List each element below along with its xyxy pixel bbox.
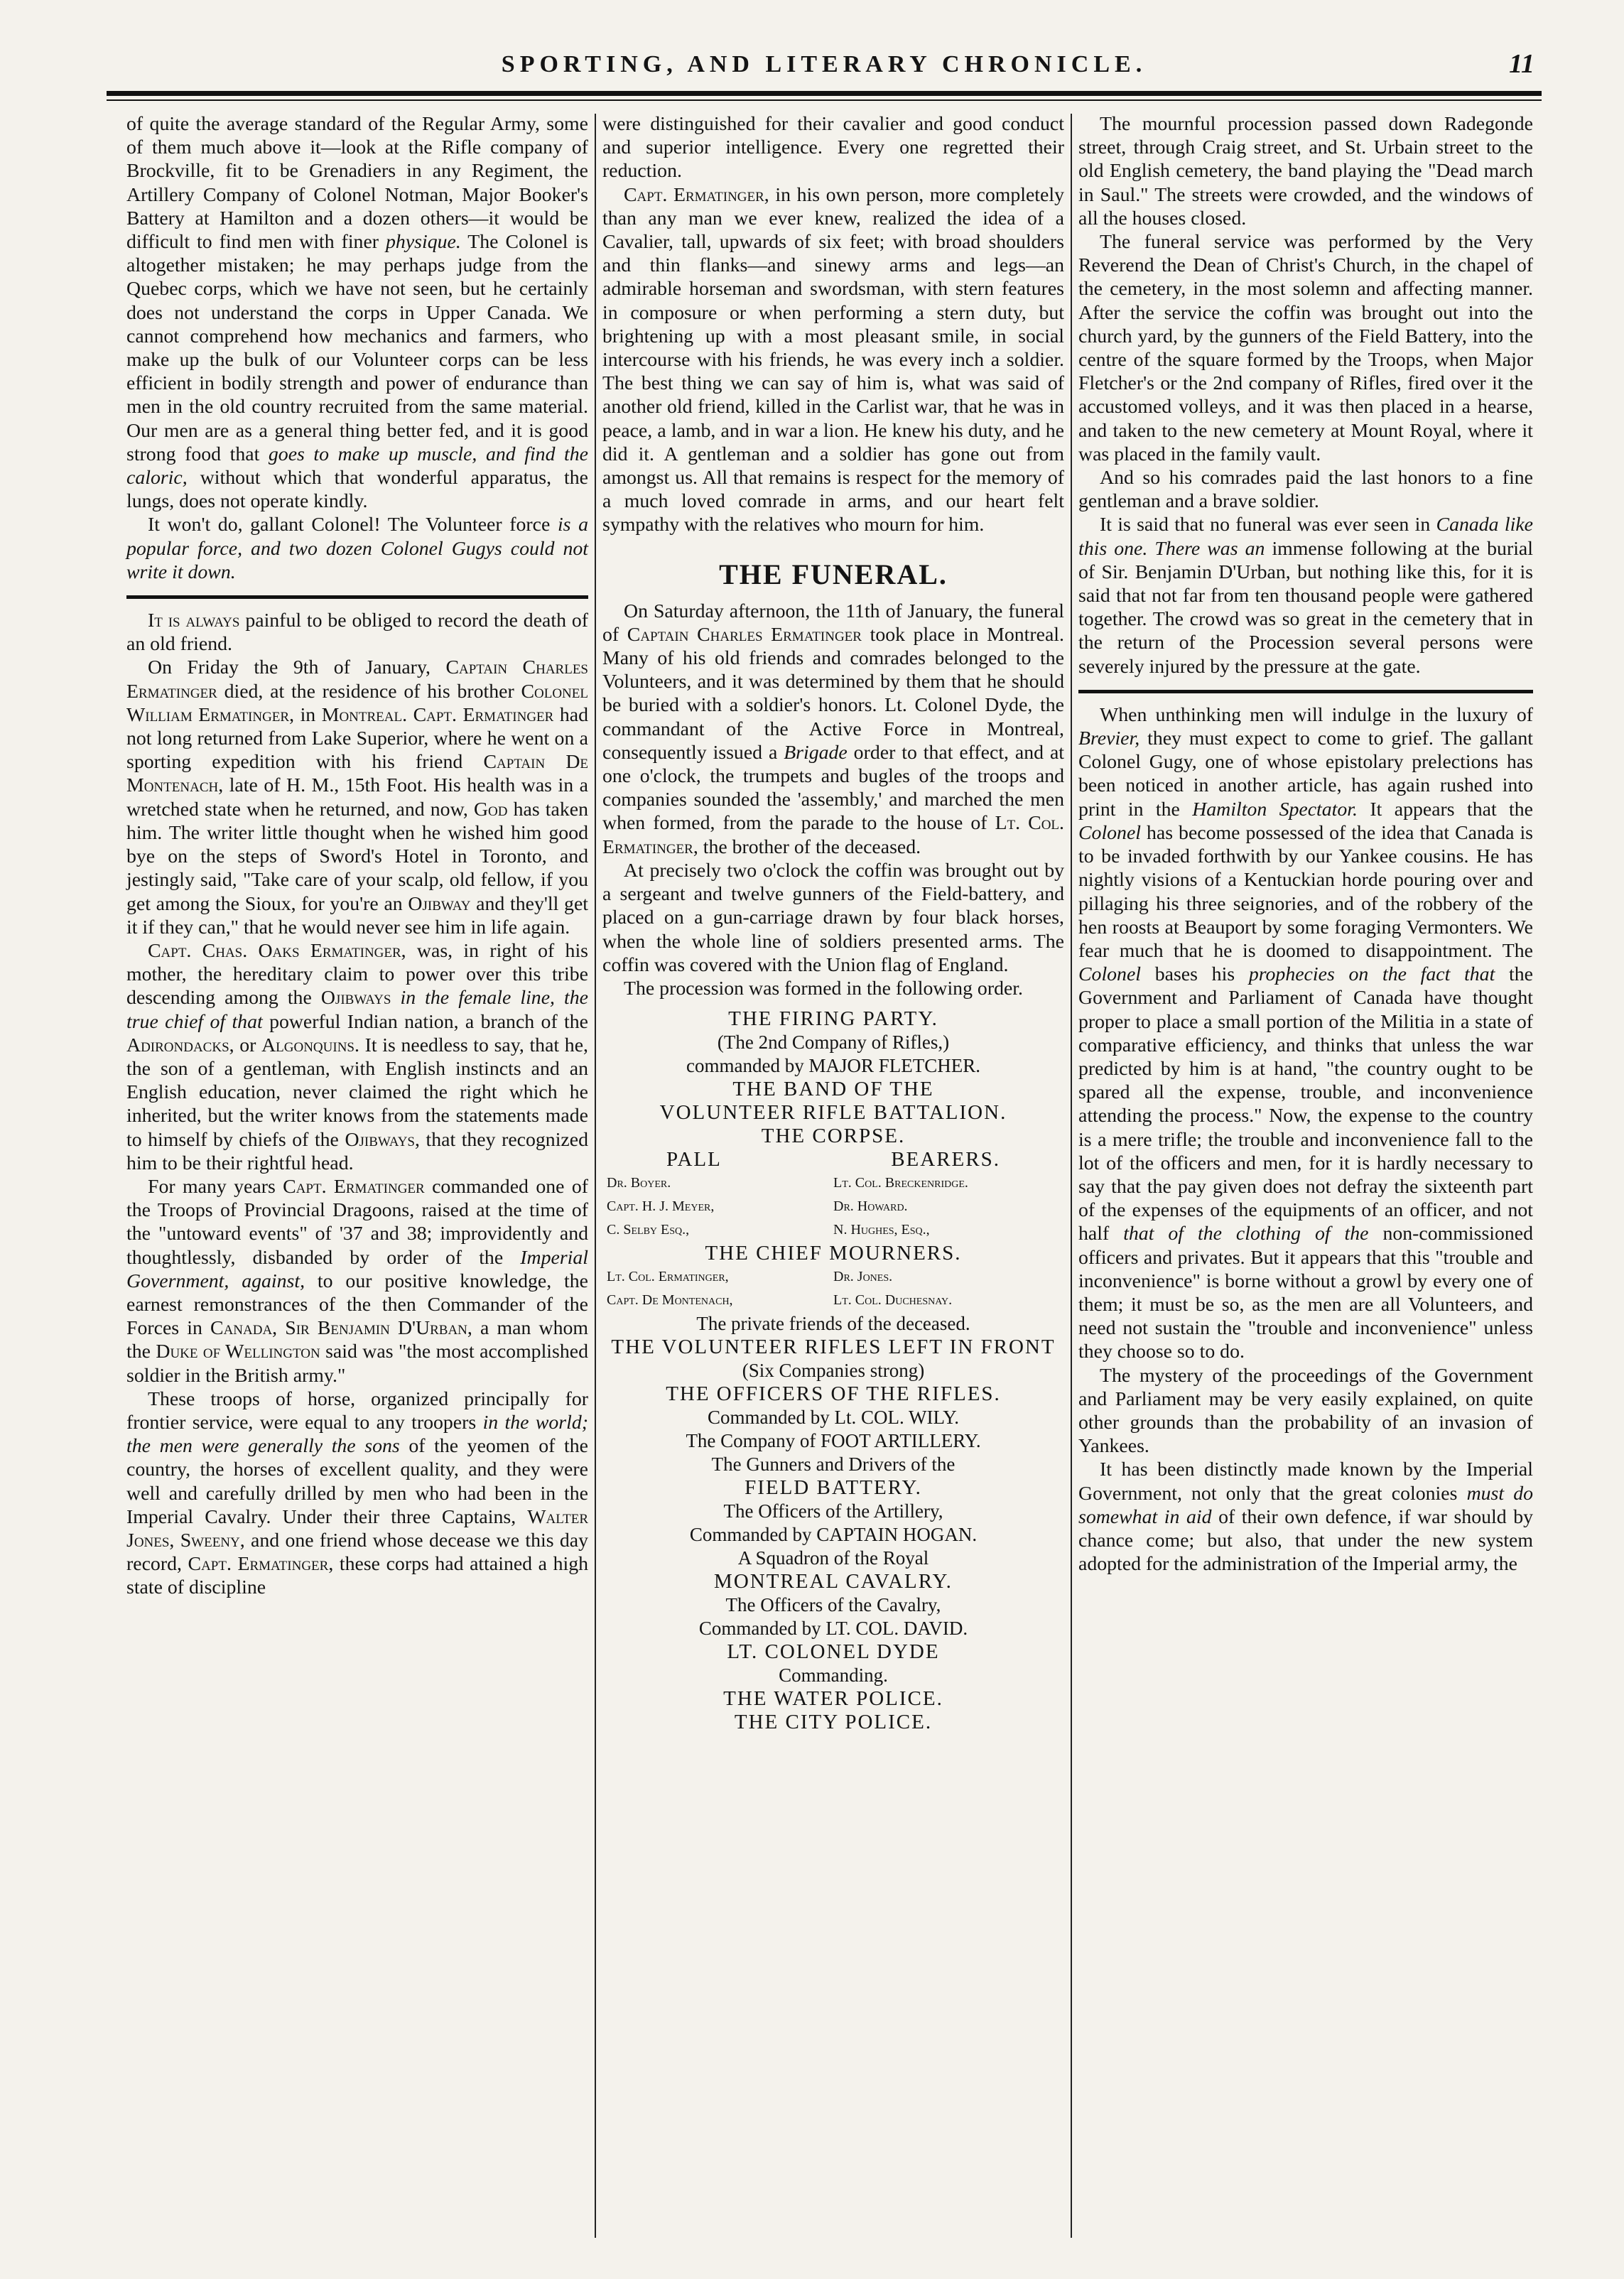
bearers-label: BEARERS.	[891, 1148, 1000, 1171]
article-separator	[126, 595, 588, 599]
text-run: a man whom the	[126, 1317, 588, 1363]
paragraph-provincial-dragoons	[126, 1175, 588, 1387]
italic-run: Colonel	[1078, 821, 1142, 844]
order-line: The private friends of the deceased.	[696, 1313, 970, 1335]
text-run: and they'll get it if they can," that he would never see him in life again.	[126, 892, 589, 938]
smallcaps-run: God	[473, 798, 508, 821]
column-middle	[602, 112, 1064, 1734]
order-line: FIELD BATTERY.	[745, 1476, 922, 1500]
italic-run: Canada like this one. There was an	[1078, 514, 1533, 560]
text-run: These troops of horse, organized principally for frontier service, were equal to any troopers	[126, 1387, 588, 1434]
text-run: The mournful procession passed down Radegonde street, through Craig street, and St. Urbain street to the old English cemetery, the band playing the "Dead march in Saul." The streets were crowded, and the windows of all the houses closed.	[1078, 113, 1533, 229]
paragraph-procession-route	[1078, 112, 1533, 230]
order-line: THE VOLUNTEER RIFLES LEFT IN FRONT	[611, 1336, 1056, 1359]
smallcaps-run: Ojibways	[320, 987, 391, 1009]
text-run: of their own defence, if war should by chance come; but also, that under the new system adopted for the administration of the Imperial army, the	[1078, 1505, 1533, 1576]
paragraph-obituary-intro	[126, 609, 588, 656]
column-left	[126, 112, 588, 1600]
paragraph-reduction	[602, 112, 1064, 183]
paragraph-coffin	[602, 859, 1064, 977]
smallcaps-run: Captain Charles Ermatinger	[627, 623, 862, 646]
order-line: Commanded by LT. COL. DAVID.	[698, 1618, 968, 1640]
pall-bearers-heading	[602, 1148, 1064, 1171]
page-number: 11	[1509, 49, 1534, 79]
paragraph-procession-order	[602, 977, 1064, 1000]
order-line: MONTREAL CAVALRY.	[714, 1570, 953, 1593]
italic-run: prophecies on the fact that	[1248, 963, 1495, 986]
order-line: Commanding.	[779, 1664, 888, 1687]
smallcaps-run: Lt. Col. Ermatinger,	[602, 812, 1064, 858]
order-line: The Officers of the Cavalry,	[725, 1594, 941, 1616]
text-run: was, in right of his mother, the hereditary claim to power over this tribe descending among the	[126, 939, 588, 1009]
paragraph-colonel-gugy	[1078, 703, 1533, 1364]
italic-run: Brigade	[784, 741, 848, 764]
column-right	[1078, 112, 1533, 1576]
text-run: On Friday the 9th of January,	[148, 656, 431, 679]
order-line: THE WATER POLICE.	[723, 1687, 943, 1711]
article-separator	[1078, 690, 1533, 693]
text-run: without which that wonderful apparatus, the lungs, does not operate kindly.	[126, 467, 589, 513]
smallcaps-run: Montreal. Capt. Ermatinger	[321, 703, 554, 726]
text-run: the brother of the deceased.	[703, 835, 921, 858]
text-run: At precisely two o'clock the coffin was brought out by a sergeant and twelve gunners of the Field-battery, and placed on a gun-carriage drawn by four black horses, when the whole line of soldiers presented arms. The coffin was covered with the Union flag of England.	[602, 859, 1064, 976]
pall-bearer: Lt. Col. Breckenridge.	[833, 1175, 968, 1191]
text-run: the Government and Parliament of Canada have thought proper to place a small portion of the Militia in a state of comparative efficiency, and thinks that unless the war predicted by him is at hand, "the country ought to be spared all the expense, trouble, and inconvenience attending the process." Now, the expense to the country is a mere trifle; the trouble and inconvenience fall to the lot of the officers and men, for it is hardly necessary to say that the pay given does not defray the sixteenth part of the expenses of the equipments of an officer, and not half	[1078, 963, 1533, 1245]
paragraph-imperial-government	[1078, 1458, 1533, 1576]
order-line: Commanded by CAPTAIN HOGAN.	[689, 1524, 978, 1546]
mourner: Capt. De Montenach,	[607, 1292, 733, 1309]
pall-bearer: C. Selby Esq.,	[607, 1222, 690, 1238]
text-run: It won't do, gallant Colonel! The Volunteer force	[148, 514, 551, 536]
smallcaps-run: Colonel William Ermatinger,	[126, 680, 588, 726]
italic-run: Imperial Government, against,	[126, 1246, 588, 1292]
order-line: The Officers of the Artillery,	[723, 1500, 943, 1522]
order-line: The Gunners and Drivers of the	[711, 1454, 956, 1476]
order-line: THE BAND OF THE	[732, 1078, 934, 1101]
smallcaps-run: Canada, Sir Benjamin D'Urban,	[210, 1317, 472, 1340]
text-run: bases his	[1154, 963, 1235, 986]
italic-run: physique.	[386, 231, 461, 254]
text-run: When unthinking men will indulge in the luxury of	[1100, 703, 1533, 726]
text-run: late of H. M., 15th Foot. His health was in a wretched state when he returned, and now,	[126, 774, 588, 821]
order-line: (Six Companies strong)	[742, 1360, 925, 1382]
order-line: (The 2nd Company of Rifles,)	[717, 1032, 950, 1054]
smallcaps-run: Walter Jones, Sweeny,	[126, 1505, 589, 1552]
smallcaps-run: Ojibways,	[345, 1128, 420, 1151]
pall-bearers-list	[602, 1171, 1064, 1242]
text-run: that they recognized him to be their rightful head.	[126, 1128, 588, 1174]
text-run: And so his comrades paid the last honors to a fine gentleman and a brave soldier.	[1078, 467, 1533, 513]
text-run: On Saturday afternoon, the 11th of January, the funeral of	[602, 600, 1064, 646]
italic-run: Hamilton Spectator.	[1192, 798, 1358, 821]
text-run: of the yeomen of the country, the horses of excellent quality, and they were well and carefully drilled by men who had been in the Imperial Cavalry. Under their three Captains,	[126, 1435, 588, 1528]
paragraph-crowd	[1078, 513, 1533, 678]
smallcaps-run: Algonquins.	[261, 1034, 359, 1056]
order-line: Commanded by Lt. COL. WILY.	[707, 1407, 960, 1429]
text-run: died, at the residence of his brother	[224, 680, 514, 703]
pall-bearer: Capt. H. J. Meyer,	[607, 1198, 715, 1215]
mourner: Dr. Jones.	[833, 1269, 893, 1285]
text-run: of quite the average standard of the Regular Army, some of them much above it—look at the Rifle company of Brockville, fit to be Grenadiers in any Regiment, the Artillery Company of Colonel Notman, Major Booker's Battery at Hamilton and a dozen others—it would be difficult to find men with finer	[126, 113, 588, 254]
text-run: commanded one of the Troops of Provincial Dragoons, raised at the time of the "untoward events" of '37 and 38; improvidently and thoughtlessly, disbanded by order of the	[126, 1175, 588, 1269]
section-heading-funeral: THE FUNERAL.	[719, 558, 948, 590]
text-run: or	[239, 1034, 256, 1056]
paragraph-hereditary-chief	[126, 939, 588, 1175]
smallcaps-run: Capt. Ermatinger,	[624, 183, 769, 206]
order-line: THE FIRING PARTY.	[728, 1007, 938, 1031]
paragraph-funeral-service	[1078, 230, 1533, 466]
pall-bearer: N. Hughes, Esq.,	[833, 1222, 930, 1238]
text-run: For many years	[148, 1175, 276, 1198]
paragraph-gallant-colonel	[126, 513, 588, 584]
italic-run: is a popular force, and two dozen Colonel Gugys could not write it down.	[126, 514, 588, 583]
chief-mourners-list	[602, 1265, 1064, 1312]
italic-run: in the world; the men were generally the sons	[126, 1411, 588, 1458]
paragraph-last-honors	[1078, 466, 1533, 513]
text-run: order to that effect, and at one o'clock, the trumpets and bugles of the troops and companies sounded the 'assembly,' and marched the men when formed, from the parade to the house of	[602, 741, 1064, 835]
order-line: THE CHIEF MOURNERS.	[705, 1242, 962, 1265]
paragraph-troops-of-horse	[126, 1387, 588, 1600]
page-header	[107, 44, 1542, 87]
text-run: It is said that no funeral was ever seen in	[1100, 514, 1431, 536]
italic-run: Colonel	[1078, 963, 1142, 986]
header-rule-thin	[107, 99, 1542, 101]
text-run: It has been distinctly made known by the Imperial Government, not only that the great colonies	[1078, 1458, 1533, 1505]
smallcaps-run: Ojibway	[408, 892, 471, 915]
smallcaps-run: Adirondacks,	[126, 1034, 234, 1056]
column-divider-right	[1071, 114, 1072, 2238]
text-run: It is needless to say, that he, the son of a gentleman, with English instincts and an English education, never claimed the right which he inherited, but the writer knows from the statements made to himself by chiefs of the	[126, 1034, 588, 1151]
text-run: were distinguished for their cavalier and good conduct and superior intelligence. Every one regretted their reduction.	[602, 113, 1064, 183]
order-line: The Company of FOOT ARTILLERY.	[686, 1430, 981, 1452]
text-run: non-commissioned officers and privates. But it appears that this "trouble and inconvenience" is borne without a growl by every one of them; it must be so, as the men are all Volunteers, and need not sustain the "trouble and inconvenience" unless they choose so to do.	[1078, 1223, 1534, 1363]
smallcaps-run: Captain Charles Ermatinger	[126, 656, 588, 703]
order-line: THE CITY POLICE.	[734, 1711, 933, 1734]
text-run: in his own person, more completely than any man we ever knew, realized the idea of a Cavalier, tall, upwards of six feet; with broad shoulders and thin flanks—and sinewy arms and legs—an admirable horseman and swordsman, with stern features in composure or when performing a stern duty, but brightening up with a most pleasant smile, in social intercourse with his friends, he was every inch a soldier. The best thing we can say of him is, what was said of another old friend, killed in the Carlist war, that he was in peace, a lamb, and in war a lion. He knew his duty, and he did it. A gentleman and a soldier has gone out from amongst us. All that remains is respect for the memory of a much loved comrade in arms, and our heart felt sympathy with the relatives who mourn for him.	[602, 183, 1064, 536]
italic-run: goes to make up muscle, and find the caloric,	[126, 443, 589, 489]
order-line: VOLUNTEER RIFLE BATTALION.	[659, 1101, 1007, 1125]
text-run: said was "the most accomplished soldier in the British army."	[126, 1341, 588, 1387]
smallcaps-run: Captain De Montenach,	[126, 751, 589, 797]
text-run: to our positive knowledge, the earnest remonstrances of the then Commander of the Forces in	[126, 1270, 588, 1340]
column-divider-left	[595, 114, 596, 2238]
text-run: has taken him. The writer little thought when he wished him good bye on the steps of Sword's Hotel in Toronto, and jestingly said, "Take care of your scalp, old fellow, if you get among the Sioux, for you're an	[126, 798, 588, 915]
text-run: painful to be obliged to record the death of an old friend.	[126, 610, 589, 656]
paragraph-cavalier	[602, 183, 1064, 537]
smallcaps-run: Duke of Wellington	[156, 1341, 320, 1363]
procession-order-list	[602, 1007, 1064, 1734]
mourner: Lt. Col. Ermatinger,	[607, 1269, 729, 1285]
smallcaps-run: Capt. Chas. Oaks Ermatinger,	[148, 939, 406, 962]
mourner: Lt. Col. Duchesnay.	[833, 1292, 953, 1309]
italic-run: Brevier,	[1078, 727, 1140, 750]
text-run: The mystery of the proceedings of the Government and Parliament may be very easily explained, on quite other grounds than the probability of an invasion of Yankees.	[1078, 1364, 1533, 1458]
italic-run: that of the clothing of the	[1123, 1223, 1369, 1245]
paragraph-death-notice	[126, 656, 588, 938]
order-line: commanded by MAJOR FLETCHER.	[686, 1055, 980, 1077]
text-run: immense following at the burial of Sir. Benjamin D'Urban, but nothing like this, for it is said that not far from ten thousand people were gathered together. The crowd was so great in the cemetery that in the return of the Procession several persons were severely injured by the pressure at the gate.	[1078, 537, 1533, 678]
order-line: LT. COLONEL DYDE	[727, 1640, 940, 1664]
paragraph-funeral-announcement	[602, 600, 1064, 859]
pall-label: PALL	[666, 1148, 722, 1171]
paragraph-mystery	[1078, 1364, 1533, 1458]
italic-run: must do somewhat in aid	[1078, 1482, 1533, 1528]
text-run: has become possessed of the idea that Canada is to be invaded forthwith by our Yankee cousins. He has nightly visions of a Kentuckian horde pouring over and pillaging his three seignories, and of the robbery of the hen roosts at Beauport by some foraging Vermonters. We fear much that he is doomed to disappointment. The	[1078, 821, 1533, 962]
text-run: The procession was formed in the following order.	[624, 977, 1023, 1000]
text-run: these corps had attained a high state of discipline	[126, 1553, 589, 1599]
text-run: they must expect to come to grief. The gallant Colonel Gugy, one of whose epistolary prelections has been noticed in another article, has again rushed into print in the	[1078, 727, 1533, 821]
text-run: The Colonel is altogether mistaken; he may perhaps judge from the Quebec corps, which we have not seen, but he certainly does not understand the corps in Upper Canada. We cannot comprehend how mechanics and farmers, who make up the bulk of our Volunteer corps can be less efficient in bodily strength and power of endurance than men in the old country recruited from the same material. Our men are as a general thing better fed, and it is good strong food that	[126, 231, 588, 465]
text-run: in	[300, 703, 316, 726]
text-run: had not long returned from Lake Superior, where he went on a sporting expedition with his friend	[126, 703, 589, 774]
text-run: took place in Montreal. Many of his old friends and comrades belonged to the Volunteers, and it was determined by them that he should be buried with a soldier's honors. Lt. Colonel Dyde, the commandant of the Active Force in Montreal, consequently issued a	[602, 623, 1064, 764]
text-run: and one friend whose decease we this day record,	[126, 1529, 589, 1576]
running-title: SPORTING, AND LITERARY CHRONICLE.	[501, 51, 1147, 77]
smallcaps-run: Capt. Ermatinger	[283, 1175, 425, 1198]
pall-bearer: Dr. Howard.	[833, 1198, 908, 1215]
text-run: The funeral service was performed by the Very Reverend the Dean of Christ's Church, in the chapel of the cemetery, in the most solemn and affecting manner. After the service the coffin was brought out into the church yard, by the gunners of the Field Battery, into the centre of the square formed by the Troops, when Major Fletcher's or the 2nd company of Rifles, fired over it the accustomed volleys, and it was then placed in a hearse, and taken to the new cemetery at Mount Royal, where it was placed in the family vault.	[1078, 231, 1533, 465]
text-run: It appears that the	[1370, 798, 1533, 821]
order-line: A Squadron of the Royal	[737, 1547, 929, 1569]
italic-run: in the female line, the true chief of that	[126, 987, 588, 1033]
order-line: THE CORPSE.	[761, 1125, 906, 1148]
order-line: THE OFFICERS OF THE RIFLES.	[666, 1382, 1001, 1406]
smallcaps-run: Capt. Ermatinger,	[188, 1553, 334, 1576]
smallcaps-run: It is always	[148, 610, 240, 632]
paragraph-volunteer-physique	[126, 112, 588, 513]
header-rule-thick	[107, 91, 1542, 96]
text-run: powerful Indian nation, a branch of the	[269, 1010, 589, 1033]
pall-bearer: Dr. Boyer.	[607, 1175, 671, 1191]
